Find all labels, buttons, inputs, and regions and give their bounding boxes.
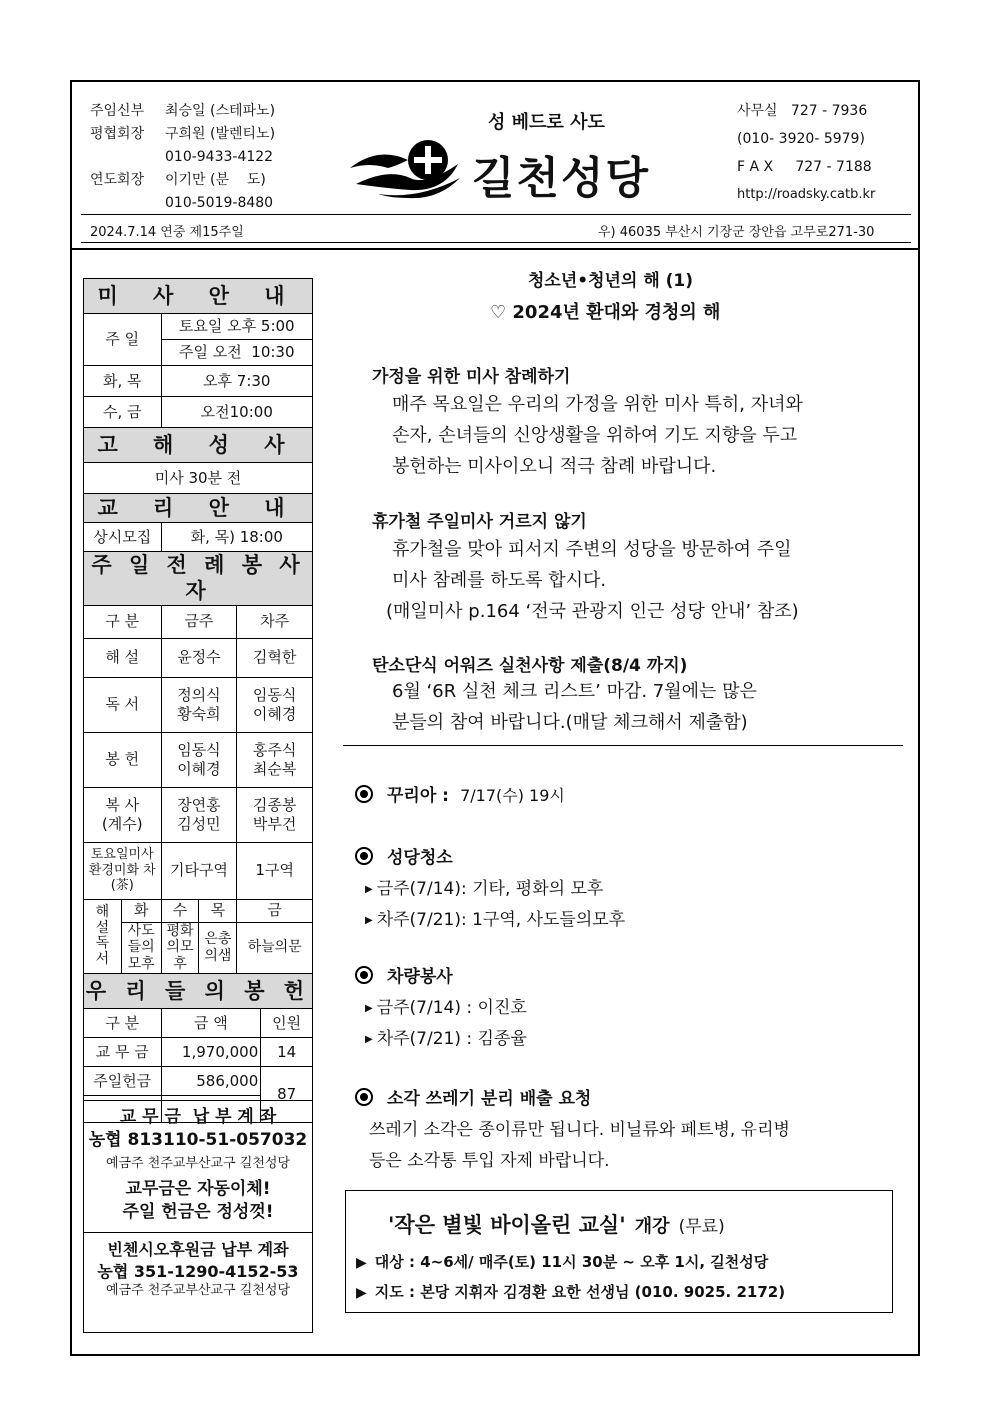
weekday-day: 목 <box>199 899 237 922</box>
liturgy-next-week: 홍주식 최순복 <box>237 732 313 787</box>
liturgy-next-week: 임동식 이혜경 <box>237 677 313 732</box>
list-item: 등은 소각통 투입 자제 바랍니다. <box>369 1151 610 1171</box>
weekday-day: 수 <box>161 899 199 922</box>
weekday-group: 하늘의문 <box>237 922 313 973</box>
item-1 <box>372 362 902 482</box>
violin-title-suffix: 개강 <box>634 1216 670 1237</box>
bullet-icon <box>355 785 373 803</box>
auto-transfer-notice: 교무금은 자동이체! <box>125 1179 271 1200</box>
weekday-day: 화 <box>121 899 161 922</box>
item-heading: 탄소단식 어워즈 실천사항 제출(8/4 까지) <box>372 656 688 676</box>
liturgy-role: 복 사 (계수) <box>84 787 162 842</box>
cleanup-label: 토요일미사 환경미화 차(茶) <box>84 842 162 899</box>
account-box <box>83 1100 313 1333</box>
mass-sunday-label: 주 일 <box>84 314 162 366</box>
doctrine-label: 상시모집 <box>84 523 162 552</box>
list-item: ▶ 차주(7/21) : 김종율 <box>365 1029 527 1049</box>
cleanup-this-week: 기타구역 <box>161 842 237 899</box>
mobile-phone: (010- 3920- 5979) <box>737 131 865 147</box>
staff-row: 연도회장 이기만 (분 도) <box>90 172 266 188</box>
item-heading: 휴가철 주일미사 거르지 않기 <box>372 512 587 532</box>
staff-row: 010-9433-4122 <box>165 149 274 165</box>
divider <box>84 1232 312 1233</box>
item-body: 6월 ‘6R 실천 체크 리스트’ 마감. 7월에는 많은 분들의 참여 바랍니다.(매달 체크해서 제출함) <box>392 681 757 733</box>
liturgy-role: 해 설 <box>84 638 162 677</box>
notice-vehicle: 차량봉사 ▶ 금주(7/14) : 이진호 ▶ 차주(7/21) : 김종율 <box>355 962 527 1055</box>
church-logo-icon <box>348 138 468 200</box>
violin-box <box>345 1190 893 1313</box>
offering-amount: 586,000 <box>161 1066 261 1095</box>
offering-header: 구 분 <box>84 1008 162 1037</box>
list-item: ▶ 차주(7/21): 1구역, 사도들의모후 <box>365 910 626 930</box>
staff-row: 010-5019-8480 <box>165 195 274 211</box>
office-phone: 사무실 727 - 7936 <box>737 103 868 119</box>
mass-time: 토요일 오후 5:00 <box>161 314 312 340</box>
staff-row: 주임신부 최승일 (스테파노) <box>90 103 276 119</box>
offering-count: 14 <box>261 1037 313 1066</box>
vincent-title: 빈첸시오후원금 납부 계좌 <box>107 1240 289 1260</box>
item-heading: 가정을 위한 미사 참례하기 <box>372 367 571 387</box>
doctrine-time: 화, 목) 18:00 <box>161 523 312 552</box>
liturgy-this-week: 임동식 이혜경 <box>161 732 237 787</box>
church-subtitle: 성 베드로 사도 <box>488 112 605 133</box>
main-title: 청소년•청년의 해 (1) <box>528 271 694 291</box>
bullet-icon <box>355 1088 373 1106</box>
church-address: 우) 46035 부산시 기장군 장안읍 고무로271-30 <box>598 225 875 240</box>
weekday-day: 금 <box>237 899 313 922</box>
vincent-holder: 예금주 천주교부산교구 길천성당 <box>105 1283 291 1299</box>
offering-notice: 주일 헌금은 정성껏! <box>122 1202 274 1223</box>
contact-block <box>737 97 875 209</box>
main-divider <box>343 745 903 746</box>
liturgy-role: 봉 헌 <box>84 732 162 787</box>
mass-time: 오후 7:30 <box>161 366 312 397</box>
mass-title: 미 사 안 내 <box>84 279 313 314</box>
liturgy-role: 독 서 <box>84 677 162 732</box>
liturgy-next-week: 김종봉 박부건 <box>237 787 313 842</box>
cleanup-next-week: 1구역 <box>237 842 313 899</box>
weekday-group: 사도들의모후 <box>121 922 161 973</box>
issue-date: 2024.7.14 연중 제15주일 <box>90 225 244 240</box>
main-subtitle: ♡ 2024년 환대와 경청의 해 <box>490 302 721 323</box>
offering-amount: 1,970,000 <box>161 1037 261 1066</box>
offering-label: 교 무 금 <box>84 1037 162 1066</box>
liturgy-header: 금주 <box>161 605 237 638</box>
violin-teacher: 지도 : 본당 지휘자 김경환 요한 선생님 (010. 9025. 2172) <box>374 1283 786 1301</box>
bullet-icon <box>355 847 373 865</box>
list-item: 쓰레기 소각은 종이류만 됩니다. 비닐류와 페트병, 유리병 <box>369 1120 790 1140</box>
confession-title: 고 해 성 사 <box>84 428 313 463</box>
mass-time: 오전10:00 <box>161 397 312 428</box>
weekday-group: 평화의모후 <box>161 922 199 973</box>
confession-text: 미사 30분 전 <box>84 463 313 494</box>
violin-free: (무료) <box>678 1217 725 1237</box>
offering-header: 금 액 <box>161 1008 261 1037</box>
list-item: ▶ 금주(7/14) : 이진호 <box>365 998 527 1018</box>
account-holder: 예금주 천주교부산교구 길천성당 <box>105 1155 291 1171</box>
notice-curia: 꾸리아 : 7/17(수) 19시 <box>355 781 565 806</box>
mass-time: 주일 오전 10:30 <box>161 340 312 366</box>
staff-list <box>90 100 275 215</box>
header-divider <box>81 214 911 215</box>
notice-trash: 소각 쓰레기 분리 배출 요청 쓰레기 소각은 종이류만 됩니다. 비닐류와 페트병, 유리병 등은 소각통 투입 자제 바랍니다. <box>355 1084 790 1177</box>
notice-cleaning: 성당청소 ▶ 금주(7/14): 기타, 평화의 모후 ▶ 차주(7/21): 1구역, 사도들의모후 <box>355 843 625 936</box>
account-number: 농협 813110-51-057032 <box>88 1129 308 1150</box>
mass-tuethu-label: 화, 목 <box>84 366 162 397</box>
liturgy-title: 주 일 전 례 봉 사 자 <box>84 552 313 606</box>
liturgy-this-week: 장연홍 김성민 <box>161 787 237 842</box>
liturgy-header: 차주 <box>237 605 313 638</box>
liturgy-this-week: 윤정수 <box>161 638 237 677</box>
header-bottom-border <box>70 248 920 250</box>
list-item: ▶ 금주(7/14): 기타, 평화의 모후 <box>365 879 604 899</box>
bullet-icon <box>355 966 373 984</box>
doctrine-title: 교 리 안 내 <box>84 494 313 523</box>
offering-label: 주일헌금 <box>84 1066 162 1095</box>
liturgy-header: 구 분 <box>84 605 162 638</box>
offering-header: 인원 <box>261 1008 313 1037</box>
fax: F A X 727 - 7188 <box>737 159 872 175</box>
header-divider-bottom <box>81 242 911 243</box>
account-title: 교 무 금 납 부 계 좌 <box>119 1107 277 1127</box>
violin-target: 대상 : 4~6세/ 매주(토) 11시 30분 ~ 오후 1시, 길천성당 <box>374 1253 769 1271</box>
mass-wedfri-label: 수, 금 <box>84 397 162 428</box>
violin-title: '작은 별빛 바이올린 교실' <box>388 1213 626 1237</box>
liturgy-this-week: 정의식 황숙희 <box>161 677 237 732</box>
staff-row: 평협회장 구희원 (발렌티노) <box>90 126 276 142</box>
arrow-icon: ▶ <box>356 1255 367 1271</box>
item-body: 휴가철을 맞아 피서지 주변의 성당을 방문하여 주일 미사 참례를 하도록 합시다. (매일미사 p.164 ‘전국 관광지 인근 성당 안내’ 참조) <box>386 539 799 622</box>
item-body: 매주 목요일은 우리의 가정을 위한 미사 특히, 자녀와 손자, 손녀들의 신앙생활을 위하여 기도 지향을 두고 봉헌하는 미사이오니 적극 참례 바랍니다. <box>392 394 803 477</box>
vincent-account: 농협 351-1290-4152-53 <box>97 1261 299 1281</box>
weekday-group: 은총의샘 <box>199 922 237 973</box>
item-2 <box>372 507 902 627</box>
item-3 <box>372 651 902 738</box>
offering-title: 우 리 들 의 봉 헌 <box>84 973 313 1008</box>
arrow-icon: ▶ <box>356 1285 367 1301</box>
offering-count: 87 <box>261 1066 313 1122</box>
church-name: 길천성당 <box>472 153 651 204</box>
liturgy-next-week: 김혁한 <box>237 638 313 677</box>
website-link[interactable]: http://roadsky.catb.kr <box>737 187 876 202</box>
sidebar-table <box>83 278 313 1123</box>
weekday-label: 해설독서 <box>84 899 122 973</box>
